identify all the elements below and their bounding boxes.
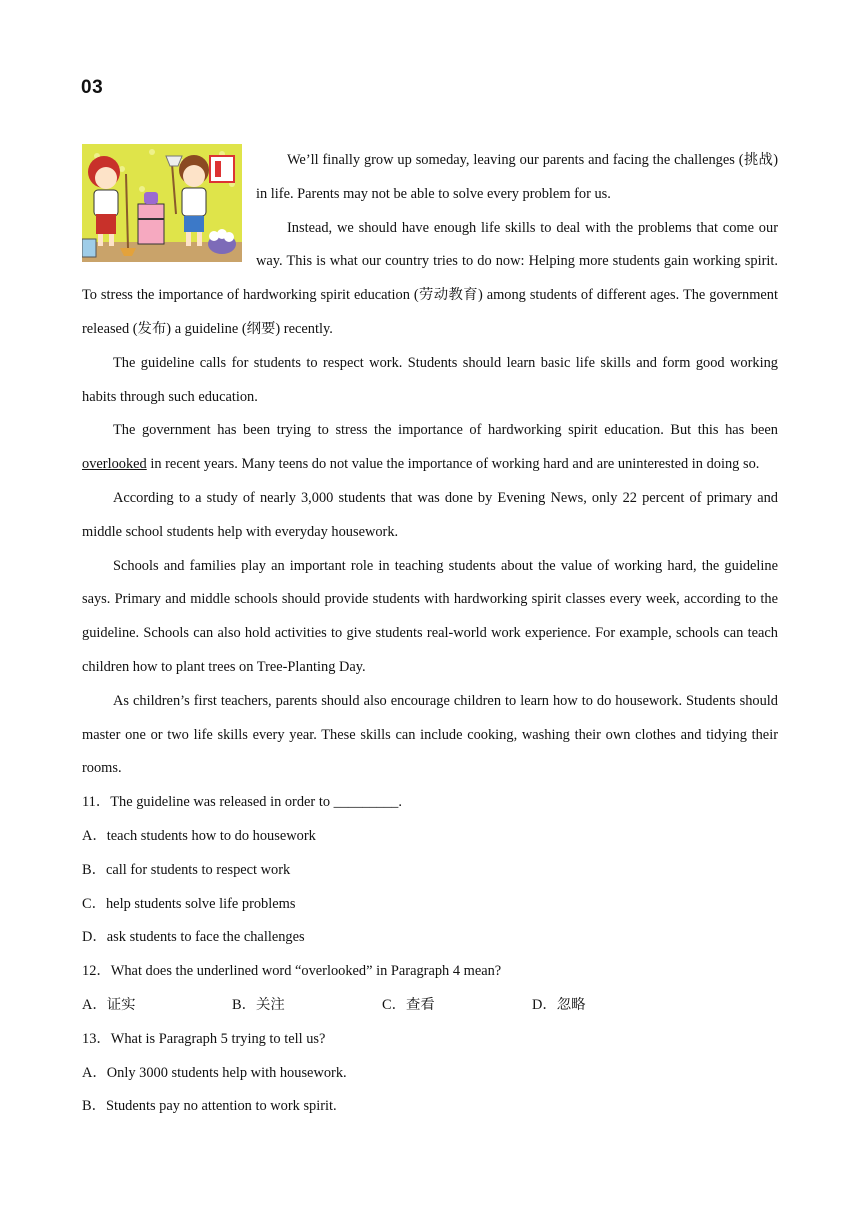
question-11-option-b: B．call for students to respect work [82,861,291,878]
question-11-option-d: D．ask students to face the challenges [82,929,305,946]
passage-paragraph-1: We’ll finally grow up someday, leaving our parents and facing the challenges (挑战) in life. Parents may not be able to solve every problem for us. [256,152,778,202]
question-12-options [82,989,778,1023]
question-13-stem: 13．What is Paragraph 5 trying to tell us? [82,1030,326,1047]
question-12-option-c: C．查看 [382,996,435,1013]
question-13-option-b: B．Students pay no attention to work spirit. [82,1098,337,1115]
paragraph-4-text-after: in recent years. Many teens do not value the importance of working hard and are uninterested in doing so. [146,456,760,473]
passage-paragraph-6: Schools and families play an important role in teaching students about the value of working hard, the guideline says. Primary and middle schools should provide students with hardworking spirit classes every week, according to the guideline. Schools can also hold activities to give students real-world work experience. For example, schools can teach children how to plant trees on Tree-Planting Day. [82,557,778,675]
question-13-option-a: A．Only 3000 students help with housework. [82,1064,347,1081]
question-11-option-a: A．teach students how to do housework [82,827,316,844]
question-11-option-c: C．help students solve life problems [82,895,296,912]
question-11-stem: 11．The guideline was released in order to _________. [82,794,402,811]
passage-paragraph-5: According to a study of nearly 3,000 students that was done by Evening News, only 22 percent of primary and middle school students help with everyday housework. [82,489,778,540]
underlined-word: overlooked [82,456,147,473]
children-cleaning-illustration [82,144,242,262]
page-number: 03 [81,77,104,98]
passage-paragraph-4 [82,414,778,482]
passage-paragraph-7: As children’s first teachers, parents should also encourage children to learn how to do housework. Students should master one or two life skills every year. These skills can include cooking, washing their own clothes and tidying their rooms. [82,692,778,777]
passage-paragraph-2: Instead, we should have enough life skills to deal with the problems that come our way. This is what our country tries to do now: Helping more students gain working spirit. To stress the importance of hardworking spirit education (劳动教育) among students of different ages. The government released (发布) a guideline (纲要) recently. [82,219,778,337]
document-body [82,144,778,1124]
passage-paragraph-3: The guideline calls for students to respect work. Students should learn basic life skills and form good working habits through such education. [82,354,778,405]
question-12-option-b: B．关注 [232,996,285,1013]
question-12-stem: 12．What does the underlined word “overlooked” in Paragraph 4 mean? [82,963,502,980]
paragraph-4-text-before: The government has been trying to stress the importance of hardworking spirit education. But this has been [113,422,778,439]
question-12-option-a: A．证实 [82,996,136,1013]
question-12-option-d: D．忽略 [532,996,586,1013]
